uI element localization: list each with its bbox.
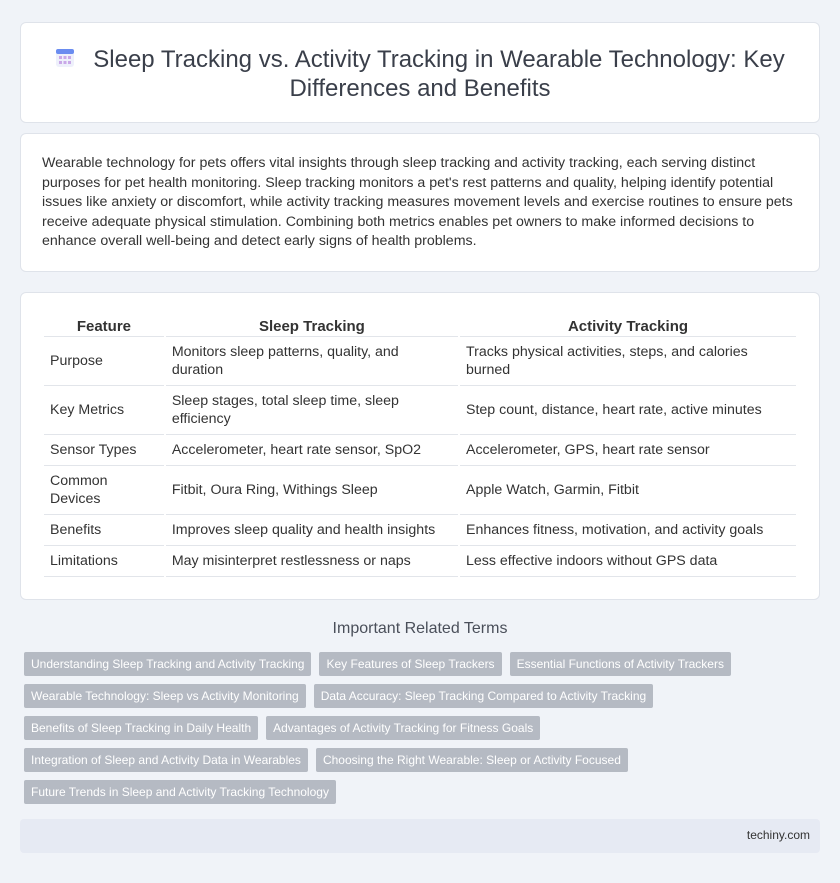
row-feature: Common Devices [44, 466, 164, 515]
related-terms-tags [24, 652, 784, 804]
row-feature: Limitations [44, 546, 164, 577]
table-row [44, 435, 796, 466]
row-sleep: May misinterpret restlessness or naps [166, 546, 458, 577]
related-term-tag[interactable]: Integration of Sleep and Activity Data in Wearables [24, 748, 308, 772]
intro-paragraph: Wearable technology for pets offers vital insights through sleep tracking and activity tracking, each serving distinct purposes for pet health monitoring. Sleep tracking monitors a pet's rest patterns and quality, helping identify potential issues like anxiety or discomfort, while activity tracking measures movement levels and exercise routines to ensure pets receive adequate physical stimulation. Combining both metrics enables pet owners to make informed decisions to enhance overall well-being and detect early signs of health problems. [42, 155, 793, 250]
row-feature: Benefits [44, 515, 164, 546]
page-title: Sleep Tracking vs. Activity Tracking in Wearable Technology: Key Differences and Benefits [93, 46, 785, 102]
comparison-table [42, 315, 798, 577]
related-terms-title: Important Related Terms [332, 620, 508, 637]
calendar-grid-icon [55, 46, 75, 66]
row-activity: Accelerometer, GPS, heart rate sensor [460, 435, 796, 466]
row-sleep: Sleep stages, total sleep time, sleep efficiency [166, 386, 458, 435]
related-term-tag[interactable]: Advantages of Activity Tracking for Fitness Goals [266, 716, 540, 740]
header-sleep-tracking: Sleep Tracking [166, 315, 458, 337]
intro-card [20, 133, 820, 272]
row-sleep: Accelerometer, heart rate sensor, SpO2 [166, 435, 458, 466]
table-header-row [44, 315, 796, 337]
header-activity-tracking: Activity Tracking [460, 315, 796, 337]
related-term-tag[interactable]: Benefits of Sleep Tracking in Daily Health [24, 716, 258, 740]
row-feature: Key Metrics [44, 386, 164, 435]
related-term-tag[interactable]: Data Accuracy: Sleep Tracking Compared to Activity Tracking [314, 684, 653, 708]
related-term-tag[interactable]: Wearable Technology: Sleep vs Activity Monitoring [24, 684, 306, 708]
row-sleep: Monitors sleep patterns, quality, and duration [166, 337, 458, 386]
row-activity: Less effective indoors without GPS data [460, 546, 796, 577]
row-activity: Apple Watch, Garmin, Fitbit [460, 466, 796, 515]
table-row [44, 386, 796, 435]
related-term-tag[interactable]: Choosing the Right Wearable: Sleep or Activity Focused [316, 748, 628, 772]
row-activity: Enhances fitness, motivation, and activity goals [460, 515, 796, 546]
row-activity: Step count, distance, heart rate, active minutes [460, 386, 796, 435]
page-title-wrap [21, 45, 819, 103]
table-row [44, 515, 796, 546]
table-row [44, 466, 796, 515]
related-term-tag[interactable]: Essential Functions of Activity Trackers [510, 652, 731, 676]
comparison-table-card [20, 292, 820, 600]
footer [20, 819, 820, 853]
row-feature: Sensor Types [44, 435, 164, 466]
footer-site-name: techiny.com [746, 828, 810, 842]
related-term-tag[interactable]: Key Features of Sleep Trackers [319, 652, 501, 676]
header-feature: Feature [44, 315, 164, 337]
header-card [20, 22, 820, 123]
row-activity: Tracks physical activities, steps, and calories burned [460, 337, 796, 386]
row-feature: Purpose [44, 337, 164, 386]
row-sleep: Improves sleep quality and health insights [166, 515, 458, 546]
related-term-tag[interactable]: Future Trends in Sleep and Activity Tracking Technology [24, 780, 336, 804]
table-row [44, 337, 796, 386]
row-sleep: Fitbit, Oura Ring, Withings Sleep [166, 466, 458, 515]
related-term-tag[interactable]: Understanding Sleep Tracking and Activity Tracking [24, 652, 311, 676]
table-row [44, 546, 796, 577]
